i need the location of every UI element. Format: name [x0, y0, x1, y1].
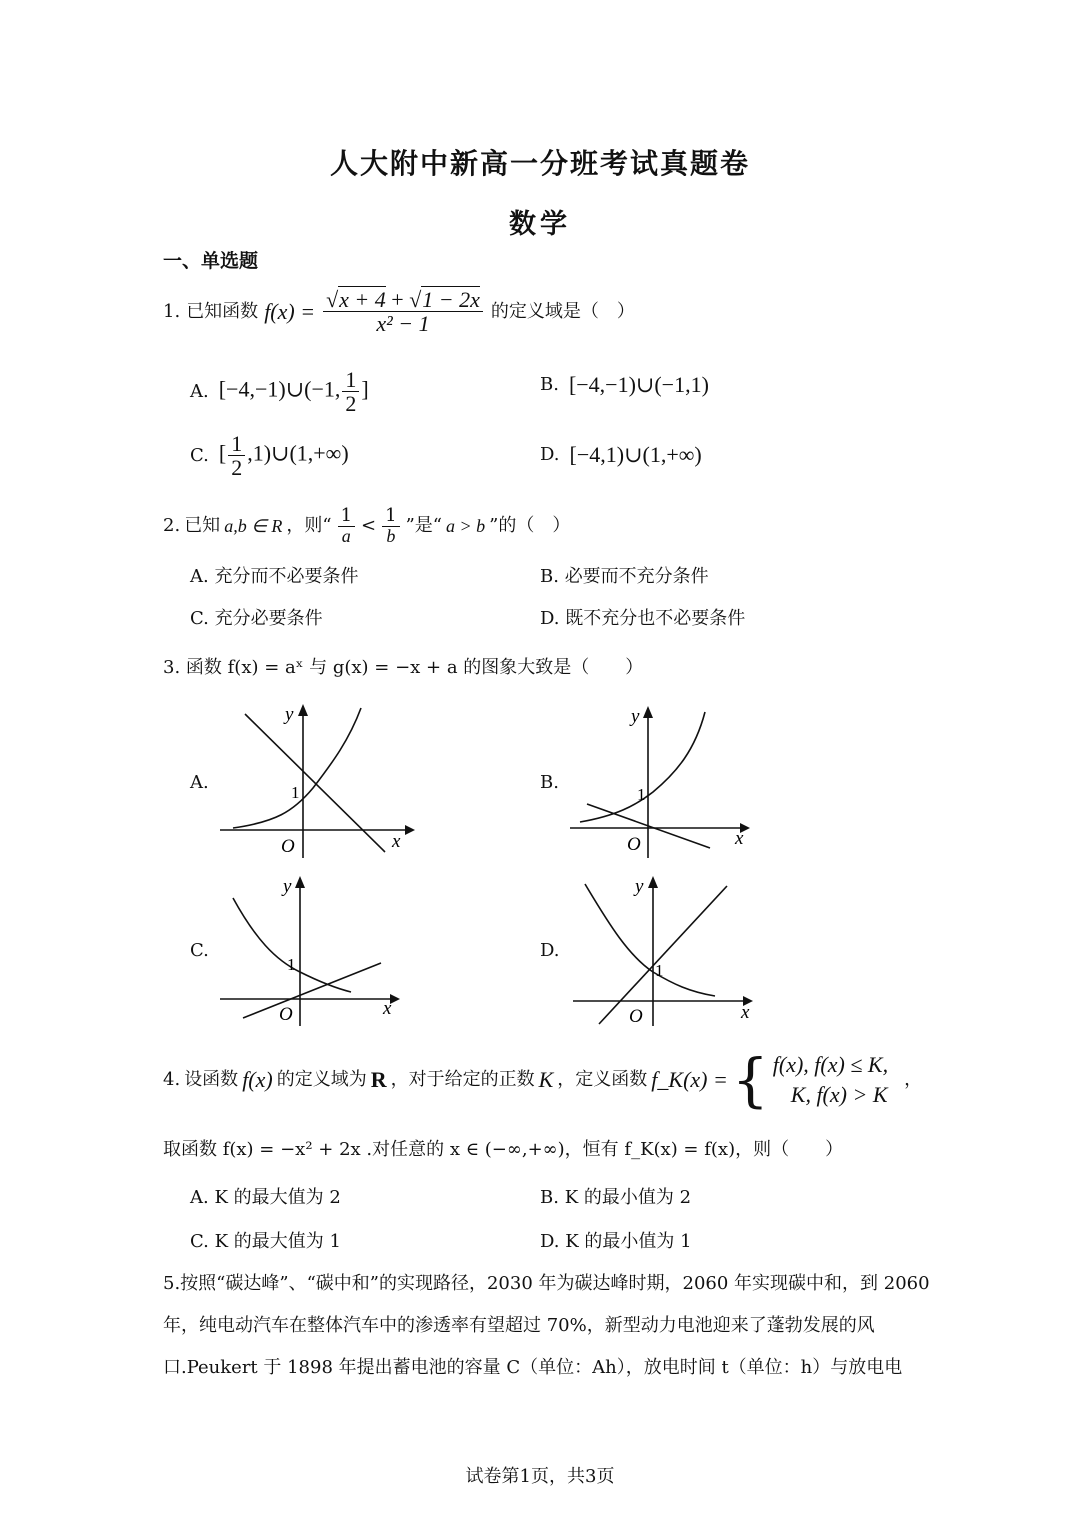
- k-symbol: K: [538, 1067, 554, 1092]
- one-label: 1: [287, 955, 296, 974]
- plus-sign: +: [391, 287, 404, 312]
- one-label: 1: [637, 785, 646, 804]
- q4-option-a[interactable]: [190, 1185, 341, 1211]
- option-text: K 的最大值为 1: [214, 1231, 341, 1252]
- option-text: K 的最小值为 1: [565, 1231, 692, 1252]
- piecewise-cases: [773, 1050, 888, 1110]
- question-tail: ”的（ ）: [489, 515, 571, 537]
- origin-label: O: [281, 836, 295, 857]
- option-letter: C.: [190, 608, 209, 629]
- numerator: 1: [382, 507, 399, 527]
- option-letter: B.: [540, 1187, 559, 1208]
- option-letter: B.: [540, 374, 559, 395]
- x-axis-label: x: [741, 1002, 750, 1023]
- one-label: 1: [291, 783, 300, 802]
- question-5-line-1: 5.按照“碳达峰”、“碳中和”的实现路径，2030 年为碳达峰时期，2060 年实现碳中和，到 2060: [163, 1273, 930, 1294]
- less-than: <: [361, 515, 377, 537]
- option-text: K 的最大值为 2: [214, 1187, 341, 1208]
- question-text: ”是“: [405, 515, 442, 537]
- x-axis-label: x: [392, 831, 401, 852]
- numerator: √x + 4 + √1 − 2x: [323, 288, 483, 312]
- y-axis-label: y: [635, 876, 644, 897]
- option-letter: D.: [540, 1231, 560, 1252]
- option-letter: A.: [190, 380, 209, 402]
- graph-c-letter[interactable]: C.: [190, 940, 209, 961]
- q1-option-d[interactable]: [540, 442, 702, 468]
- comparison: a > b: [445, 516, 486, 537]
- option-text: [−4,−1)∪(−1,1): [568, 372, 709, 397]
- question-5-line-3: 口.Peukert 于 1898 年提出蓄电池的容量 C（单位：Ah），放电时间 t（单位：h）与放电电: [163, 1357, 903, 1378]
- q2-option-a[interactable]: [190, 564, 358, 590]
- question-number: 2.: [163, 515, 181, 537]
- denominator: b: [386, 525, 396, 546]
- graph-b-letter[interactable]: B.: [540, 772, 559, 793]
- q4-option-c[interactable]: [190, 1229, 341, 1255]
- sqrt-term-b: 1 − 2x: [422, 287, 480, 312]
- function-name: f(x): [242, 1067, 273, 1092]
- question-number: 3.: [163, 657, 181, 678]
- question-text: 已知函数: [186, 300, 259, 322]
- graph-d[interactable]: [565, 868, 765, 1028]
- case-1: f(x), f(x) ≤ K,: [772, 1052, 889, 1077]
- y-axis-label: y: [285, 704, 294, 725]
- one-label: 1: [655, 961, 664, 980]
- question-text: ，则“: [286, 515, 332, 537]
- page-footer: 试卷第1页，共3页: [465, 1466, 615, 1487]
- x-axis-label: x: [735, 828, 744, 849]
- piecewise-function-name: f_K(x) =: [651, 1067, 728, 1092]
- option-text-start: [: [218, 440, 227, 466]
- question-number: 4.: [163, 1069, 181, 1090]
- y-axis-label: y: [631, 706, 640, 727]
- question-text: 函数 f(x) = aˣ 与 g(x) = −x + a 的图象大致是（ ）: [185, 657, 644, 678]
- question-number: 1.: [163, 300, 181, 322]
- option-text: [−4,1)∪(1,+∞): [569, 442, 702, 467]
- origin-label: O: [629, 1006, 643, 1027]
- option-math: [219, 368, 369, 415]
- punctuation: ，: [904, 1069, 923, 1090]
- q1-option-c[interactable]: [190, 432, 349, 479]
- question-text: 设函数: [184, 1069, 239, 1090]
- real-set: R: [370, 1067, 387, 1092]
- denominator: 2: [231, 455, 243, 481]
- sqrt-term-a: x + 4: [339, 287, 386, 312]
- fraction: [382, 507, 399, 546]
- option-text: 充分必要条件: [214, 608, 323, 629]
- q4-option-d[interactable]: [540, 1229, 692, 1255]
- q2-option-b[interactable]: [540, 564, 709, 590]
- option-text: 充分而不必要条件: [214, 566, 359, 587]
- fraction: [342, 368, 359, 415]
- origin-label: O: [627, 834, 641, 855]
- option-letter: C.: [190, 444, 209, 466]
- question-4: [163, 1046, 923, 1114]
- option-text: [−4,−1)∪(−1,: [218, 376, 341, 402]
- x-axis-label: x: [383, 998, 392, 1019]
- graph-a-letter[interactable]: A.: [190, 772, 209, 793]
- option-letter: D.: [540, 444, 560, 465]
- option-text: 必要而不充分条件: [564, 566, 709, 587]
- question-5: [163, 1263, 930, 1389]
- question-1: [163, 288, 635, 335]
- graph-c[interactable]: [215, 868, 415, 1028]
- fraction: [338, 507, 355, 546]
- question-text: 的定义域为: [276, 1069, 367, 1090]
- question-text: 已知: [184, 515, 221, 537]
- question-2: [163, 507, 570, 546]
- option-letter: A.: [190, 1187, 209, 1208]
- option-math: [219, 432, 349, 479]
- q1-option-b[interactable]: [540, 372, 709, 398]
- y-axis-label: y: [283, 876, 292, 897]
- fraction: [323, 288, 483, 335]
- q4-option-b[interactable]: [540, 1185, 691, 1211]
- denominator: x² − 1: [376, 311, 430, 337]
- question-5-line-2: 年，纯电动汽车在整体汽车中的渗透率有望超过 70%，新型动力电池迎来了蓬勃发展的风: [163, 1315, 875, 1336]
- option-text: ,1)∪(1,+∞): [247, 440, 349, 466]
- q2-option-d[interactable]: [540, 606, 745, 632]
- graph-a[interactable]: [215, 700, 415, 860]
- origin-label: O: [279, 1004, 293, 1025]
- question-text: ，对于给定的正数: [390, 1069, 535, 1090]
- denominator: 2: [345, 391, 357, 417]
- case-2: K, f(x) > K: [790, 1082, 888, 1107]
- option-letter: B.: [540, 566, 559, 587]
- q2-option-c[interactable]: [190, 606, 323, 632]
- brace: {: [731, 1046, 769, 1114]
- question-4-line-2: 取函数 f(x) = −x² + 2x .对任意的 x ∈ (−∞,+∞)，恒有 f_K(x) = f(x)，则（ ）: [163, 1139, 844, 1160]
- question-3: [163, 655, 643, 681]
- option-letter: C.: [190, 1231, 209, 1252]
- numerator: 1: [228, 432, 245, 456]
- fraction: [228, 432, 245, 479]
- q1-option-a[interactable]: [190, 368, 369, 415]
- option-text: K 的最小值为 2: [564, 1187, 692, 1208]
- numerator: 1: [338, 507, 355, 527]
- section-heading: 一、单选题: [163, 250, 259, 272]
- option-letter: D.: [540, 608, 560, 629]
- question-text: ，定义函数: [557, 1069, 648, 1090]
- condition: a,b ∈ R: [224, 516, 283, 537]
- page-subtitle: 数学: [509, 209, 571, 240]
- option-text: 既不充分也不必要条件: [565, 608, 746, 629]
- graph-b[interactable]: [565, 700, 765, 860]
- denominator: a: [341, 525, 351, 546]
- graph-d-letter[interactable]: D.: [540, 940, 560, 961]
- function-name: f(x) =: [264, 298, 316, 324]
- question-tail: 的定义域是（ ）: [490, 300, 635, 322]
- option-text-end: ]: [361, 376, 369, 402]
- option-letter: A.: [190, 566, 209, 587]
- page-title: 人大附中新高一分班考试真题卷: [329, 147, 750, 180]
- numerator: 1: [342, 368, 359, 392]
